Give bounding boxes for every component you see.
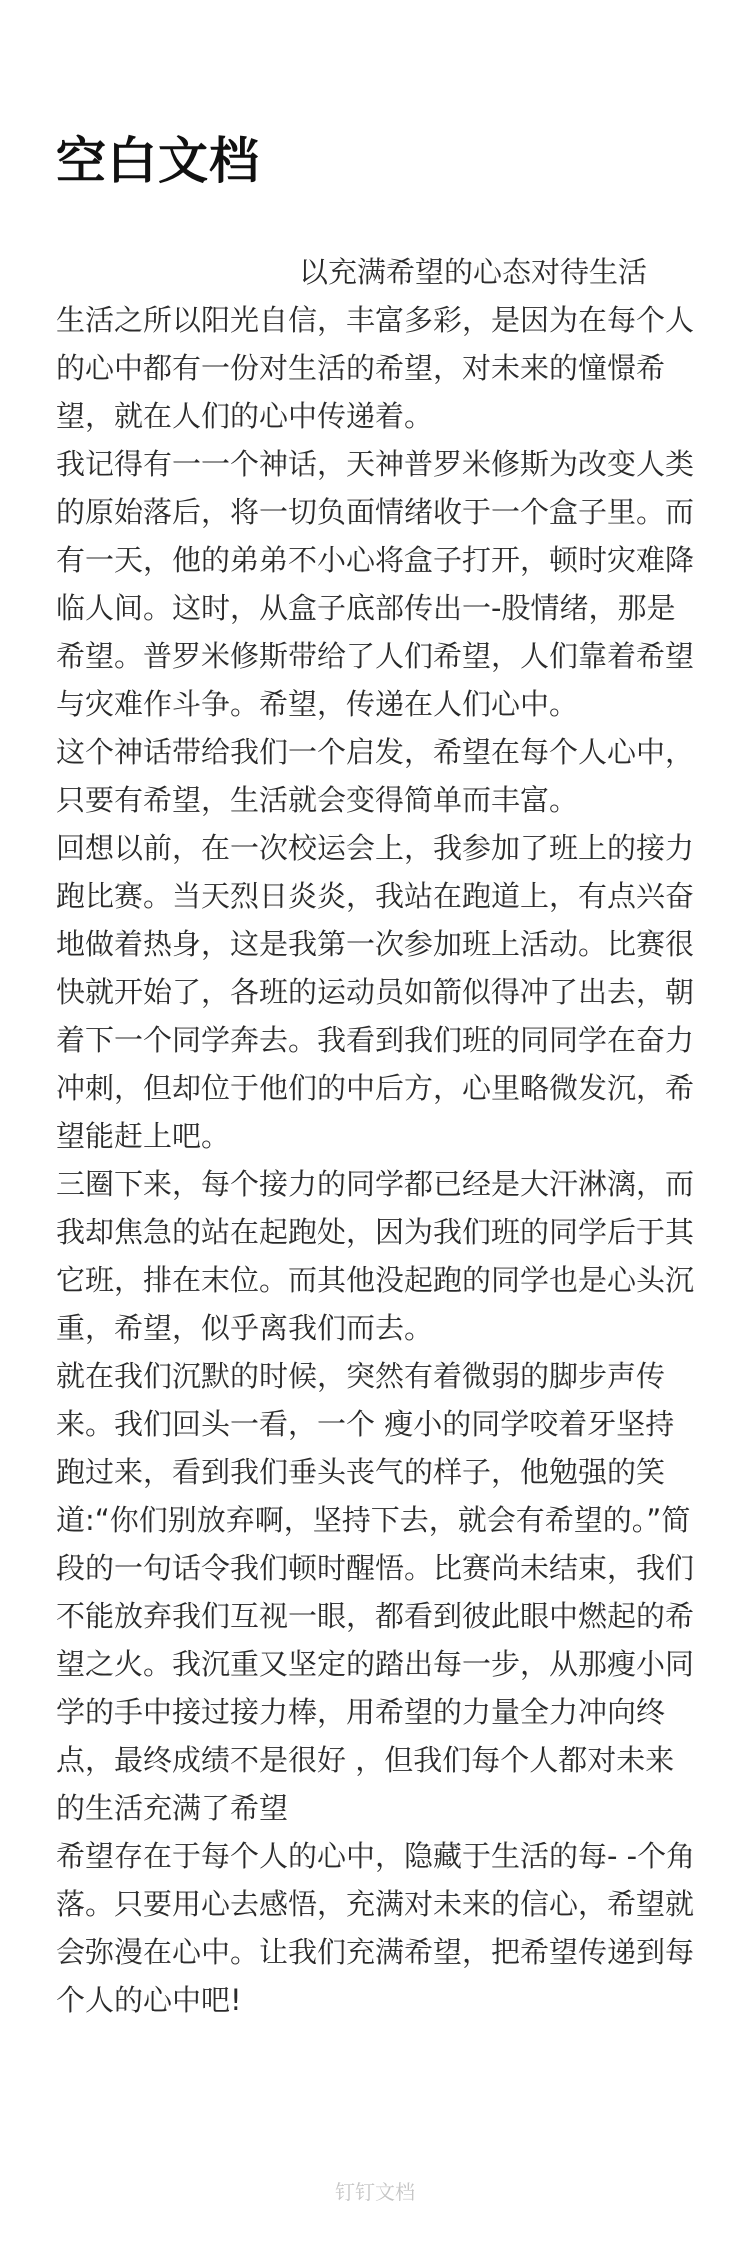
body-paragraph-7: 希望存在于每个人的心中，隐藏于生活的每- -个角落。只要用心去感悟，充满对未来的信心，希望就会弥漫在心中。让我们充满希望，把希望传递到每个人的心中吧!	[56, 1839, 696, 2017]
document-title: 空白文档	[56, 132, 260, 190]
body-paragraph-5: 三圈下来，每个接力的同学都已经是大汗淋漓，而我却焦急的站在起跑处，因为我们班的同学后于其它班，排在末位。而其他没起跑的同学也是心头沉重，希望，似乎离我们而去。	[56, 1167, 695, 1345]
footer-watermark: 钉钉文档	[335, 2180, 415, 2204]
document-body	[56, 248, 696, 2024]
body-paragraph-6: 就在我们沉默的时候，突然有着微弱的脚步声传来。我们回头一看，一个 瘦小的同学咬着牙坚持跑过来，看到我们垂头丧气的样子，他勉强的笑道:“你们别放弃啊，坚持下去，就会有希望的。”简段的一句话令我们顿时醒悟。比赛尚未结束，我们不能放弃我们互视一眼，都看到彼此眼中燃起的希望之火。我沉重又坚定的踏出每一步，从那瘦小同学的手中接过接力棒，用希望的力量全力冲向终点，最终成绩不是很好 ，但我们每个人都对未来的生活充满了希望	[56, 1359, 695, 1825]
body-paragraph-3: 这个神话带给我们一个启发，希望在每个人心中，只要有希望，生活就会变得简单而丰富。	[56, 735, 695, 817]
body-paragraph-2: 我记得有一一个神话，天神普罗米修斯为改变人类的原始落后，将一切负面情绪收于一个盒子里。而有一天，他的弟弟不小心将盒子打开，顿时灾难降临人间。这时，从盒子底部传出一-股情绪，那是希望。普罗米修斯带给了人们希望，人们靠着希望与灾难作斗争。希望，传递在人们心中。	[56, 447, 695, 721]
body-paragraph-1: 生活之所以阳光自信，丰富多彩，是因为在每个人的心中都有一份对生活的希望，对未来的憧憬希望，就在人们的心中传递着。	[56, 303, 695, 433]
essay-subtitle: 以充满希望的心态对待生活	[299, 255, 648, 289]
body-paragraph-4: 回想以前，在一次校运会上，我参加了班上的接力跑比赛。当天烈日炎炎，我站在跑道上，有点兴奋地做着热身，这是我第一次参加班上活动。比赛很快就开始了，各班的运动员如箭似得冲了出去，朝着下一个同学奔去。我看到我们班的同同学在奋力冲刺，但却位于他们的中后方，心里略微发沉，希望能赶上吧。	[56, 831, 695, 1153]
